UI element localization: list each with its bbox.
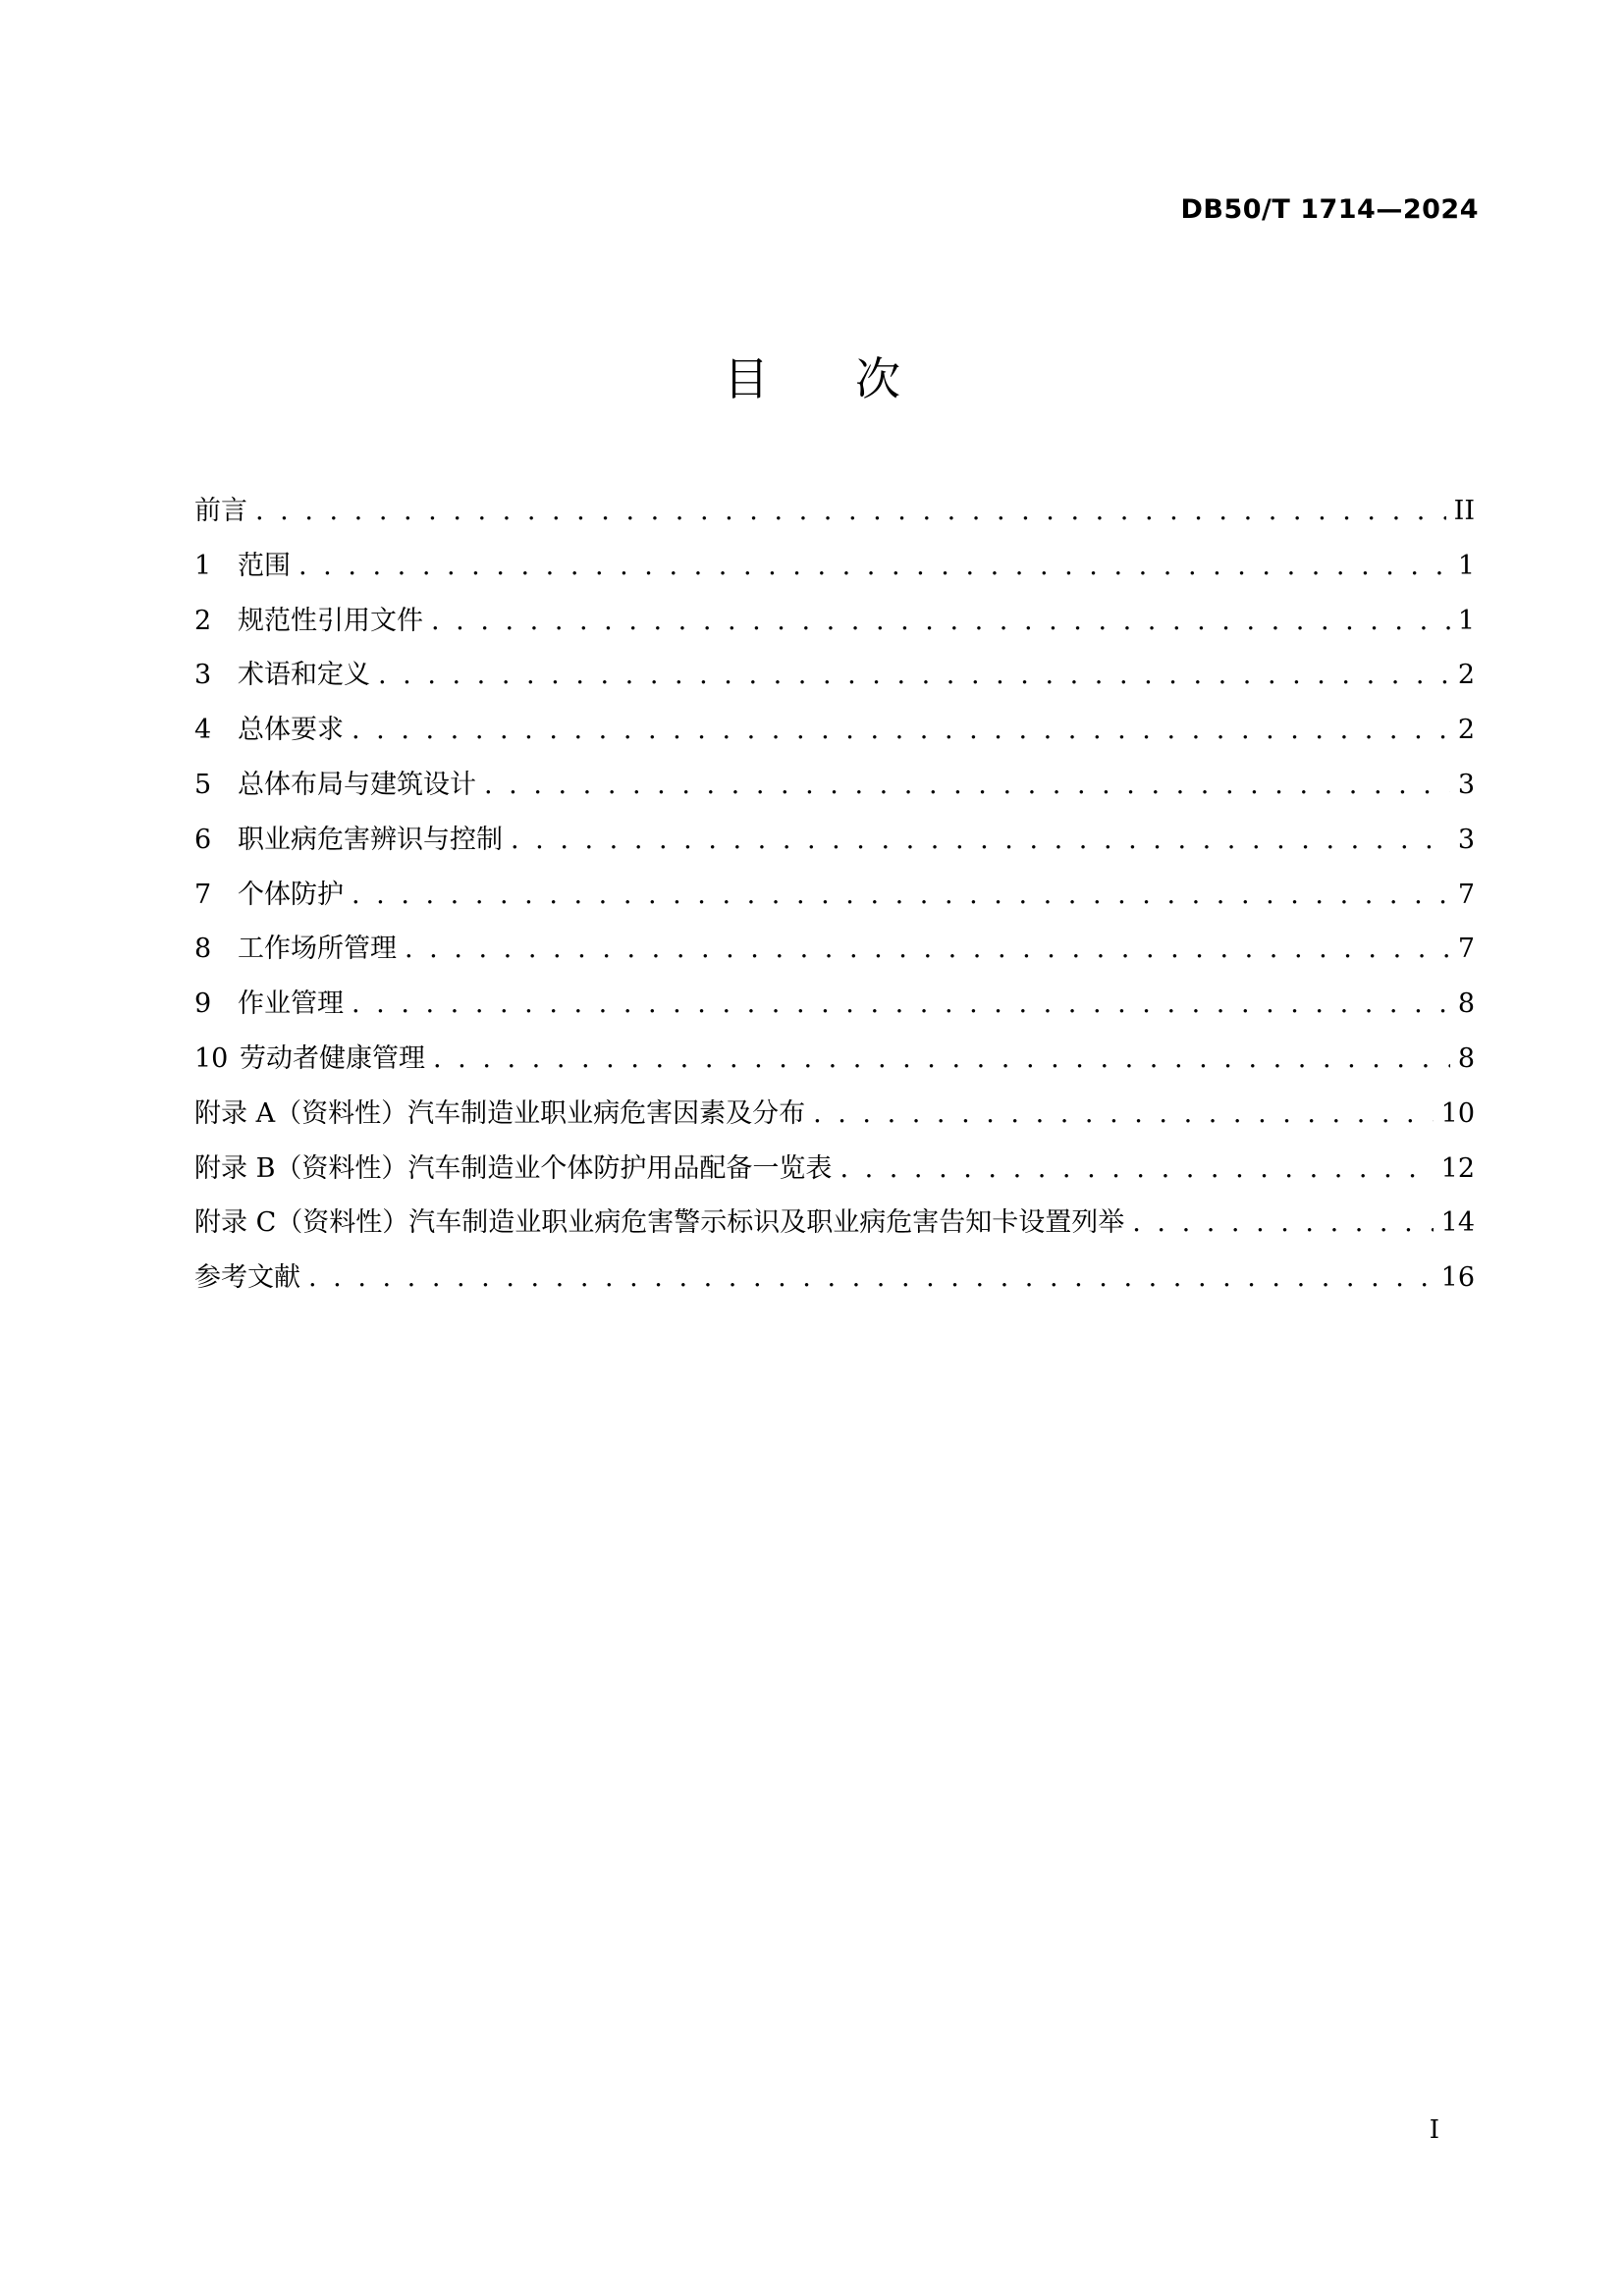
toc-entry-label: 前言: [194, 496, 247, 526]
page-number: I: [1429, 2115, 1439, 2145]
dot-leader: [433, 1043, 1450, 1074]
toc-entry-annex-prefix: 附录 A（资料性）: [194, 1097, 408, 1129]
toc-entry-number: 7: [194, 879, 212, 910]
dot-leader: [378, 660, 1450, 690]
toc-entry-label: 总体要求: [238, 715, 344, 746]
toc-entry[interactable]: [194, 489, 1475, 544]
toc-entry[interactable]: [194, 1037, 1475, 1092]
table-of-contents: [194, 489, 1475, 1310]
dot-leader: [431, 606, 1450, 636]
toc-entry-number: 3: [194, 660, 212, 691]
toc-entry-number: 4: [194, 715, 212, 746]
toc-entry[interactable]: [194, 927, 1475, 982]
dot-leader: [352, 880, 1450, 910]
toc-entry-number: 10: [194, 1042, 229, 1074]
toc-entry-label: 汽车制造业个体防护用品配备一览表: [407, 1152, 833, 1184]
dot-leader: [484, 770, 1450, 800]
toc-entry[interactable]: [194, 1147, 1475, 1201]
dot-leader: [813, 1098, 1434, 1129]
toc-entry-label: 工作场所管理: [238, 934, 397, 965]
toc-entry-page: 2: [1457, 660, 1475, 691]
title-char-2: 次: [855, 352, 900, 405]
toc-entry[interactable]: [194, 653, 1475, 708]
toc-entry-label: 职业病危害辨识与控制: [238, 824, 503, 855]
toc-entry-page: 8: [1457, 1042, 1475, 1074]
toc-entry-label: 汽车制造业职业病危害因素及分布: [407, 1097, 806, 1129]
toc-entry-label: 参考文献: [194, 1262, 300, 1294]
dot-leader: [255, 496, 1446, 526]
toc-entry-number: 6: [194, 824, 212, 855]
toc-entry[interactable]: [194, 708, 1475, 763]
toc-entry-number: 1: [194, 550, 212, 581]
dot-leader: [1132, 1207, 1433, 1238]
dot-leader: [298, 551, 1450, 581]
toc-entry-page: 7: [1457, 879, 1475, 910]
dot-leader: [352, 715, 1450, 745]
dot-leader: [352, 988, 1450, 1019]
toc-entry-number: 9: [194, 988, 212, 1020]
dot-leader: [839, 1153, 1433, 1184]
toc-entry-page: 3: [1457, 824, 1475, 855]
toc-entry-page: 8: [1457, 988, 1475, 1020]
toc-entry[interactable]: [194, 544, 1475, 599]
toc-entry-label: 术语和定义: [238, 660, 370, 691]
toc-entry-label: 劳动者健康管理: [240, 1042, 425, 1074]
toc-entry[interactable]: [194, 1201, 1475, 1255]
toc-entry-label: 总体布局与建筑设计: [238, 769, 476, 800]
toc-entry-page: 14: [1440, 1207, 1475, 1239]
toc-entry[interactable]: [194, 763, 1475, 818]
toc-entry-number: 8: [194, 934, 212, 965]
toc-entry-page: 1: [1457, 605, 1475, 636]
toc-entry-label: 规范性引用文件: [238, 605, 423, 636]
toc-entry-page: 7: [1457, 934, 1475, 965]
toc-entry[interactable]: [194, 599, 1475, 654]
toc-entry-page: 10: [1440, 1097, 1475, 1129]
toc-entry-page: 1: [1457, 550, 1475, 581]
toc-entry-label: 个体防护: [238, 879, 344, 910]
document-code: DB50/T 1714—2024: [1180, 194, 1479, 225]
toc-entry-page: 16: [1440, 1262, 1475, 1294]
toc-entry[interactable]: [194, 1255, 1475, 1310]
dot-leader: [405, 934, 1450, 964]
toc-entry[interactable]: [194, 982, 1475, 1037]
toc-entry-number: 2: [194, 605, 212, 636]
page-title: [0, 344, 1624, 408]
toc-entry[interactable]: [194, 873, 1475, 928]
toc-entry-annex-prefix: 附录 C（资料性）: [194, 1207, 409, 1239]
toc-entry[interactable]: [194, 1092, 1475, 1147]
dot-leader: [308, 1262, 1434, 1293]
toc-entry-page: 2: [1457, 715, 1475, 746]
toc-entry-number: 5: [194, 769, 212, 800]
toc-entry[interactable]: [194, 818, 1475, 873]
toc-entry-annex-prefix: 附录 B（资料性）: [194, 1152, 408, 1184]
toc-entry-page: 3: [1457, 769, 1475, 800]
dot-leader: [511, 825, 1450, 855]
toc-entry-page: II: [1453, 496, 1475, 526]
toc-entry-page: 12: [1440, 1152, 1475, 1184]
title-char-1: 目: [724, 352, 769, 405]
toc-entry-label: 作业管理: [238, 988, 344, 1020]
toc-entry-label: 汽车制造业职业病危害警示标识及职业病危害告知卡设置列举: [408, 1207, 1125, 1239]
toc-entry-label: 范围: [238, 550, 291, 581]
